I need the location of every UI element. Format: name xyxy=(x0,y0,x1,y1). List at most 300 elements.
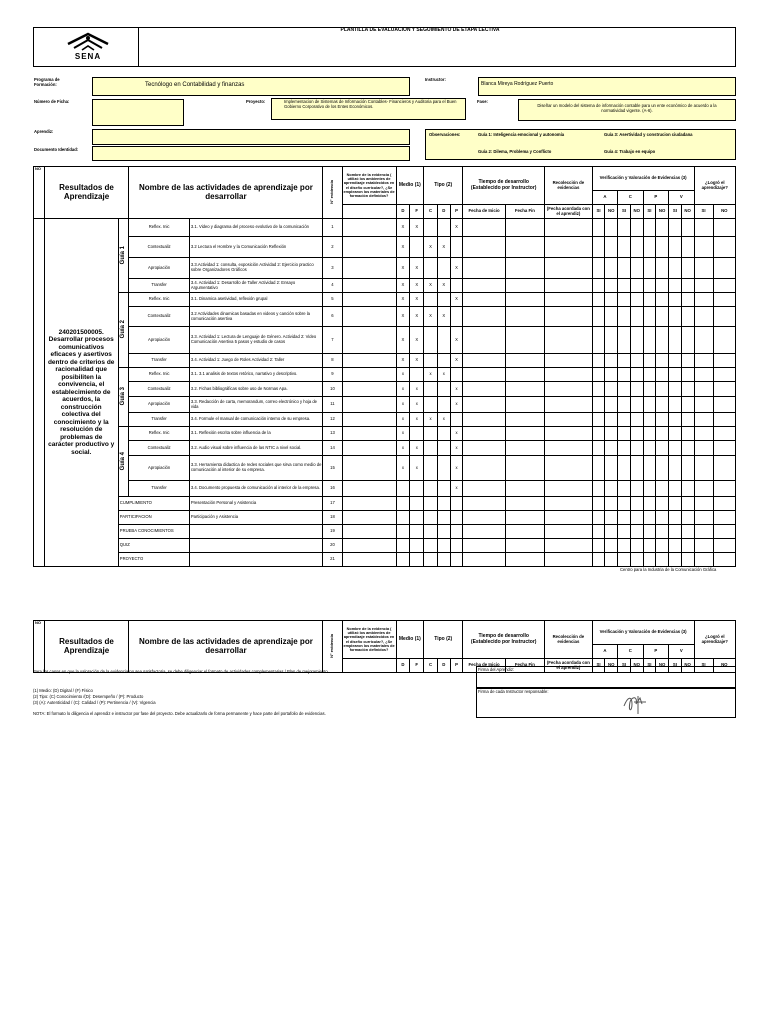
medio-mark[interactable] xyxy=(410,427,424,441)
empty-cell[interactable] xyxy=(643,539,656,553)
empty-cell[interactable] xyxy=(545,427,593,441)
empty-cell[interactable] xyxy=(545,413,593,427)
empty-cell[interactable] xyxy=(545,307,593,327)
empty-cell[interactable] xyxy=(410,553,424,567)
empty-cell[interactable] xyxy=(605,511,618,525)
empty-cell[interactable] xyxy=(713,427,735,441)
empty-cell[interactable] xyxy=(618,237,631,258)
empty-cell[interactable] xyxy=(605,427,618,441)
empty-cell[interactable] xyxy=(545,441,593,456)
empty-cell[interactable] xyxy=(694,497,713,511)
empty-cell[interactable] xyxy=(694,368,713,382)
empty-cell[interactable] xyxy=(505,553,544,567)
empty-cell[interactable] xyxy=(463,441,505,456)
empty-cell[interactable] xyxy=(592,539,605,553)
empty-cell[interactable] xyxy=(713,525,735,539)
empty-cell[interactable] xyxy=(592,397,605,413)
empty-cell[interactable] xyxy=(630,539,643,553)
empty-cell[interactable] xyxy=(450,511,463,525)
empty-cell[interactable] xyxy=(656,511,669,525)
empty-cell[interactable] xyxy=(505,382,544,397)
medio-mark[interactable] xyxy=(410,382,424,397)
empty-cell[interactable] xyxy=(618,279,631,293)
empty-cell[interactable] xyxy=(618,497,631,511)
empty-cell[interactable] xyxy=(463,525,505,539)
empty-cell[interactable] xyxy=(463,237,505,258)
empty-cell[interactable] xyxy=(342,553,396,567)
empty-cell[interactable] xyxy=(669,293,682,307)
empty-cell[interactable] xyxy=(656,427,669,441)
tipo-mark[interactable] xyxy=(437,441,450,456)
empty-cell[interactable] xyxy=(618,553,631,567)
empty-cell[interactable] xyxy=(630,354,643,368)
medio-mark[interactable] xyxy=(410,481,424,497)
empty-cell[interactable] xyxy=(592,354,605,368)
programa-field[interactable] xyxy=(92,77,410,96)
empty-cell[interactable] xyxy=(605,237,618,258)
empty-cell[interactable] xyxy=(396,553,410,567)
empty-cell[interactable] xyxy=(605,219,618,237)
empty-cell[interactable] xyxy=(694,354,713,368)
empty-cell[interactable] xyxy=(669,413,682,427)
empty-cell[interactable] xyxy=(450,539,463,553)
empty-cell[interactable] xyxy=(592,382,605,397)
instructor-field[interactable] xyxy=(478,77,736,96)
empty-cell[interactable] xyxy=(618,511,631,525)
empty-cell[interactable] xyxy=(630,481,643,497)
empty-cell[interactable] xyxy=(694,279,713,293)
empty-cell[interactable] xyxy=(681,539,694,553)
empty-cell[interactable] xyxy=(656,327,669,354)
empty-cell[interactable] xyxy=(545,382,593,397)
empty-cell[interactable] xyxy=(505,539,544,553)
empty-cell[interactable] xyxy=(681,427,694,441)
empty-cell[interactable] xyxy=(437,525,450,539)
empty-cell[interactable] xyxy=(643,413,656,427)
empty-cell[interactable] xyxy=(618,382,631,397)
empty-cell[interactable] xyxy=(592,456,605,481)
empty-cell[interactable] xyxy=(643,525,656,539)
tipo-mark[interactable] xyxy=(437,456,450,481)
empty-cell[interactable] xyxy=(713,293,735,307)
empty-cell[interactable] xyxy=(545,354,593,368)
empty-cell[interactable] xyxy=(605,258,618,279)
empty-cell[interactable] xyxy=(505,397,544,413)
empty-cell[interactable] xyxy=(669,279,682,293)
empty-cell[interactable] xyxy=(713,511,735,525)
empty-cell[interactable] xyxy=(656,397,669,413)
empty-cell[interactable] xyxy=(713,327,735,354)
medio-mark[interactable] xyxy=(396,382,410,397)
empty-cell[interactable] xyxy=(618,219,631,237)
empty-cell[interactable] xyxy=(545,237,593,258)
empty-cell[interactable] xyxy=(630,427,643,441)
empty-cell[interactable] xyxy=(618,413,631,427)
empty-cell[interactable] xyxy=(713,397,735,413)
medio-mark[interactable] xyxy=(410,354,424,368)
empty-cell[interactable] xyxy=(694,293,713,307)
empty-cell[interactable] xyxy=(656,553,669,567)
medio-mark[interactable] xyxy=(410,237,424,258)
empty-cell[interactable] xyxy=(410,511,424,525)
empty-cell[interactable] xyxy=(694,525,713,539)
empty-cell[interactable] xyxy=(669,553,682,567)
evidence-name-cell[interactable] xyxy=(342,368,396,382)
empty-cell[interactable] xyxy=(605,327,618,354)
empty-cell[interactable] xyxy=(342,539,396,553)
empty-cell[interactable] xyxy=(592,307,605,327)
documento-field[interactable] xyxy=(92,146,410,161)
empty-cell[interactable] xyxy=(450,497,463,511)
empty-cell[interactable] xyxy=(656,539,669,553)
empty-cell[interactable] xyxy=(505,219,544,237)
empty-cell[interactable] xyxy=(463,497,505,511)
empty-cell[interactable] xyxy=(643,258,656,279)
evidence-name-cell[interactable] xyxy=(342,237,396,258)
empty-cell[interactable] xyxy=(605,413,618,427)
empty-cell[interactable] xyxy=(656,293,669,307)
empty-cell[interactable] xyxy=(669,327,682,354)
empty-cell[interactable] xyxy=(592,327,605,354)
empty-cell[interactable] xyxy=(605,525,618,539)
empty-cell[interactable] xyxy=(643,382,656,397)
tipo-mark[interactable] xyxy=(424,258,438,279)
empty-cell[interactable] xyxy=(545,397,593,413)
empty-cell[interactable] xyxy=(681,397,694,413)
empty-cell[interactable] xyxy=(437,539,450,553)
empty-cell[interactable] xyxy=(505,258,544,279)
tipo-mark[interactable] xyxy=(437,382,450,397)
empty-cell[interactable] xyxy=(505,368,544,382)
empty-cell[interactable] xyxy=(463,219,505,237)
empty-cell[interactable] xyxy=(505,354,544,368)
empty-cell[interactable] xyxy=(656,456,669,481)
empty-cell[interactable] xyxy=(630,258,643,279)
medio-mark[interactable] xyxy=(396,354,410,368)
empty-cell[interactable] xyxy=(437,553,450,567)
empty-cell[interactable] xyxy=(669,258,682,279)
empty-cell[interactable] xyxy=(681,511,694,525)
empty-cell[interactable] xyxy=(545,539,593,553)
empty-cell[interactable] xyxy=(505,481,544,497)
medio-mark[interactable] xyxy=(410,397,424,413)
empty-cell[interactable] xyxy=(681,382,694,397)
empty-cell[interactable] xyxy=(681,497,694,511)
aprendiz-field[interactable] xyxy=(92,129,410,145)
empty-cell[interactable] xyxy=(681,219,694,237)
empty-cell[interactable] xyxy=(630,279,643,293)
empty-cell[interactable] xyxy=(643,237,656,258)
tipo-mark[interactable] xyxy=(424,354,438,368)
empty-cell[interactable] xyxy=(592,279,605,293)
tipo-mark[interactable] xyxy=(450,481,463,497)
empty-cell[interactable] xyxy=(669,397,682,413)
empty-cell[interactable] xyxy=(505,237,544,258)
empty-cell[interactable] xyxy=(505,456,544,481)
empty-cell[interactable] xyxy=(713,258,735,279)
empty-cell[interactable] xyxy=(630,327,643,354)
empty-cell[interactable] xyxy=(656,307,669,327)
empty-cell[interactable] xyxy=(694,441,713,456)
empty-cell[interactable] xyxy=(669,525,682,539)
empty-cell[interactable] xyxy=(669,219,682,237)
empty-cell[interactable] xyxy=(545,553,593,567)
empty-cell[interactable] xyxy=(713,354,735,368)
empty-cell[interactable] xyxy=(656,382,669,397)
empty-cell[interactable] xyxy=(681,258,694,279)
tipo-mark[interactable] xyxy=(450,456,463,481)
medio-mark[interactable] xyxy=(396,237,410,258)
empty-cell[interactable] xyxy=(694,237,713,258)
empty-cell[interactable] xyxy=(713,497,735,511)
empty-cell[interactable] xyxy=(643,307,656,327)
empty-cell[interactable] xyxy=(630,368,643,382)
tipo-mark[interactable] xyxy=(450,237,463,258)
empty-cell[interactable] xyxy=(630,511,643,525)
empty-cell[interactable] xyxy=(410,497,424,511)
empty-cell[interactable] xyxy=(694,413,713,427)
empty-cell[interactable] xyxy=(545,481,593,497)
empty-cell[interactable] xyxy=(656,368,669,382)
medio-mark[interactable] xyxy=(396,481,410,497)
empty-cell[interactable] xyxy=(605,441,618,456)
empty-cell[interactable] xyxy=(396,511,410,525)
empty-cell[interactable] xyxy=(681,237,694,258)
empty-cell[interactable] xyxy=(545,368,593,382)
empty-cell[interactable] xyxy=(463,553,505,567)
empty-cell[interactable] xyxy=(545,258,593,279)
empty-cell[interactable] xyxy=(681,456,694,481)
empty-cell[interactable] xyxy=(424,497,438,511)
tipo-mark[interactable] xyxy=(450,258,463,279)
empty-cell[interactable] xyxy=(630,456,643,481)
empty-cell[interactable] xyxy=(656,354,669,368)
empty-cell[interactable] xyxy=(396,539,410,553)
empty-cell[interactable] xyxy=(713,481,735,497)
empty-cell[interactable] xyxy=(656,441,669,456)
empty-cell[interactable] xyxy=(643,497,656,511)
empty-cell[interactable] xyxy=(463,258,505,279)
empty-cell[interactable] xyxy=(618,293,631,307)
empty-cell[interactable] xyxy=(713,279,735,293)
tipo-mark[interactable] xyxy=(437,427,450,441)
tipo-mark[interactable] xyxy=(450,397,463,413)
empty-cell[interactable] xyxy=(605,307,618,327)
empty-cell[interactable] xyxy=(713,553,735,567)
tipo-mark[interactable] xyxy=(424,397,438,413)
empty-cell[interactable] xyxy=(669,539,682,553)
tipo-mark[interactable] xyxy=(437,368,450,382)
empty-cell[interactable] xyxy=(618,441,631,456)
empty-cell[interactable] xyxy=(681,307,694,327)
medio-mark[interactable] xyxy=(396,368,410,382)
empty-cell[interactable] xyxy=(713,413,735,427)
proyecto-field[interactable] xyxy=(271,98,466,120)
empty-cell[interactable] xyxy=(669,368,682,382)
empty-cell[interactable] xyxy=(669,441,682,456)
empty-cell[interactable] xyxy=(694,307,713,327)
evidence-name-cell[interactable] xyxy=(342,327,396,354)
empty-cell[interactable] xyxy=(545,279,593,293)
medio-mark[interactable] xyxy=(396,397,410,413)
evidence-name-cell[interactable] xyxy=(342,293,396,307)
empty-cell[interactable] xyxy=(545,293,593,307)
empty-cell[interactable] xyxy=(342,525,396,539)
empty-cell[interactable] xyxy=(618,397,631,413)
empty-cell[interactable] xyxy=(424,539,438,553)
ficha-field[interactable] xyxy=(92,99,184,126)
tipo-mark[interactable] xyxy=(450,441,463,456)
empty-cell[interactable] xyxy=(643,279,656,293)
medio-mark[interactable] xyxy=(410,293,424,307)
empty-cell[interactable] xyxy=(630,382,643,397)
empty-cell[interactable] xyxy=(505,307,544,327)
empty-cell[interactable] xyxy=(713,237,735,258)
empty-cell[interactable] xyxy=(605,539,618,553)
tipo-mark[interactable] xyxy=(437,413,450,427)
empty-cell[interactable] xyxy=(545,511,593,525)
empty-cell[interactable] xyxy=(463,427,505,441)
empty-cell[interactable] xyxy=(618,539,631,553)
tipo-mark[interactable] xyxy=(424,481,438,497)
fase-field[interactable] xyxy=(518,99,736,121)
tipo-mark[interactable] xyxy=(424,237,438,258)
empty-cell[interactable] xyxy=(605,397,618,413)
medio-mark[interactable] xyxy=(410,307,424,327)
empty-cell[interactable] xyxy=(669,382,682,397)
medio-mark[interactable] xyxy=(410,456,424,481)
empty-cell[interactable] xyxy=(643,293,656,307)
empty-cell[interactable] xyxy=(713,539,735,553)
empty-cell[interactable] xyxy=(681,327,694,354)
tipo-mark[interactable] xyxy=(437,354,450,368)
empty-cell[interactable] xyxy=(630,413,643,427)
empty-cell[interactable] xyxy=(656,525,669,539)
medio-mark[interactable] xyxy=(410,258,424,279)
empty-cell[interactable] xyxy=(592,413,605,427)
medio-mark[interactable] xyxy=(396,456,410,481)
empty-cell[interactable] xyxy=(643,481,656,497)
empty-cell[interactable] xyxy=(463,368,505,382)
empty-cell[interactable] xyxy=(545,525,593,539)
empty-cell[interactable] xyxy=(643,219,656,237)
empty-cell[interactable] xyxy=(618,354,631,368)
empty-cell[interactable] xyxy=(656,219,669,237)
empty-cell[interactable] xyxy=(694,511,713,525)
evidence-name-cell[interactable] xyxy=(342,427,396,441)
medio-mark[interactable] xyxy=(410,219,424,237)
tipo-mark[interactable] xyxy=(437,397,450,413)
tipo-mark[interactable] xyxy=(424,427,438,441)
medio-mark[interactable] xyxy=(396,441,410,456)
tipo-mark[interactable] xyxy=(424,456,438,481)
empty-cell[interactable] xyxy=(463,382,505,397)
empty-cell[interactable] xyxy=(681,441,694,456)
tipo-mark[interactable] xyxy=(450,368,463,382)
tipo-mark[interactable] xyxy=(424,382,438,397)
empty-cell[interactable] xyxy=(656,497,669,511)
empty-cell[interactable] xyxy=(592,511,605,525)
firma-aprendiz-box[interactable] xyxy=(476,666,736,688)
tipo-mark[interactable] xyxy=(450,427,463,441)
tipo-mark[interactable] xyxy=(424,327,438,354)
empty-cell[interactable] xyxy=(605,368,618,382)
evidence-name-cell[interactable] xyxy=(342,397,396,413)
empty-cell[interactable] xyxy=(694,539,713,553)
evidence-name-cell[interactable] xyxy=(342,441,396,456)
empty-cell[interactable] xyxy=(592,258,605,279)
evidence-name-cell[interactable] xyxy=(342,219,396,237)
empty-cell[interactable] xyxy=(713,368,735,382)
empty-cell[interactable] xyxy=(463,307,505,327)
tipo-mark[interactable] xyxy=(437,237,450,258)
evidence-name-cell[interactable] xyxy=(342,456,396,481)
empty-cell[interactable] xyxy=(656,258,669,279)
empty-cell[interactable] xyxy=(618,258,631,279)
medio-mark[interactable] xyxy=(396,327,410,354)
medio-mark[interactable] xyxy=(410,441,424,456)
empty-cell[interactable] xyxy=(694,427,713,441)
empty-cell[interactable] xyxy=(437,511,450,525)
empty-cell[interactable] xyxy=(618,327,631,354)
empty-cell[interactable] xyxy=(545,219,593,237)
empty-cell[interactable] xyxy=(605,497,618,511)
empty-cell[interactable] xyxy=(618,456,631,481)
tipo-mark[interactable] xyxy=(450,327,463,354)
empty-cell[interactable] xyxy=(643,397,656,413)
empty-cell[interactable] xyxy=(669,456,682,481)
empty-cell[interactable] xyxy=(643,327,656,354)
tipo-mark[interactable] xyxy=(450,354,463,368)
tipo-mark[interactable] xyxy=(424,219,438,237)
tipo-mark[interactable] xyxy=(437,307,450,327)
empty-cell[interactable] xyxy=(630,237,643,258)
tipo-mark[interactable] xyxy=(450,382,463,397)
evidence-name-cell[interactable] xyxy=(342,354,396,368)
empty-cell[interactable] xyxy=(713,307,735,327)
empty-cell[interactable] xyxy=(630,525,643,539)
tipo-mark[interactable] xyxy=(424,441,438,456)
empty-cell[interactable] xyxy=(592,553,605,567)
tipo-mark[interactable] xyxy=(437,293,450,307)
empty-cell[interactable] xyxy=(342,511,396,525)
empty-cell[interactable] xyxy=(545,327,593,354)
empty-cell[interactable] xyxy=(694,258,713,279)
empty-cell[interactable] xyxy=(656,279,669,293)
empty-cell[interactable] xyxy=(643,553,656,567)
empty-cell[interactable] xyxy=(669,497,682,511)
empty-cell[interactable] xyxy=(681,293,694,307)
empty-cell[interactable] xyxy=(669,427,682,441)
empty-cell[interactable] xyxy=(605,456,618,481)
tipo-mark[interactable] xyxy=(450,307,463,327)
empty-cell[interactable] xyxy=(545,497,593,511)
empty-cell[interactable] xyxy=(713,456,735,481)
medio-mark[interactable] xyxy=(410,279,424,293)
empty-cell[interactable] xyxy=(463,511,505,525)
empty-cell[interactable] xyxy=(694,397,713,413)
empty-cell[interactable] xyxy=(694,219,713,237)
evidence-name-cell[interactable] xyxy=(342,481,396,497)
empty-cell[interactable] xyxy=(669,237,682,258)
empty-cell[interactable] xyxy=(505,327,544,354)
medio-mark[interactable] xyxy=(396,427,410,441)
medio-mark[interactable] xyxy=(396,258,410,279)
empty-cell[interactable] xyxy=(410,539,424,553)
empty-cell[interactable] xyxy=(681,413,694,427)
tipo-mark[interactable] xyxy=(437,258,450,279)
empty-cell[interactable] xyxy=(463,456,505,481)
